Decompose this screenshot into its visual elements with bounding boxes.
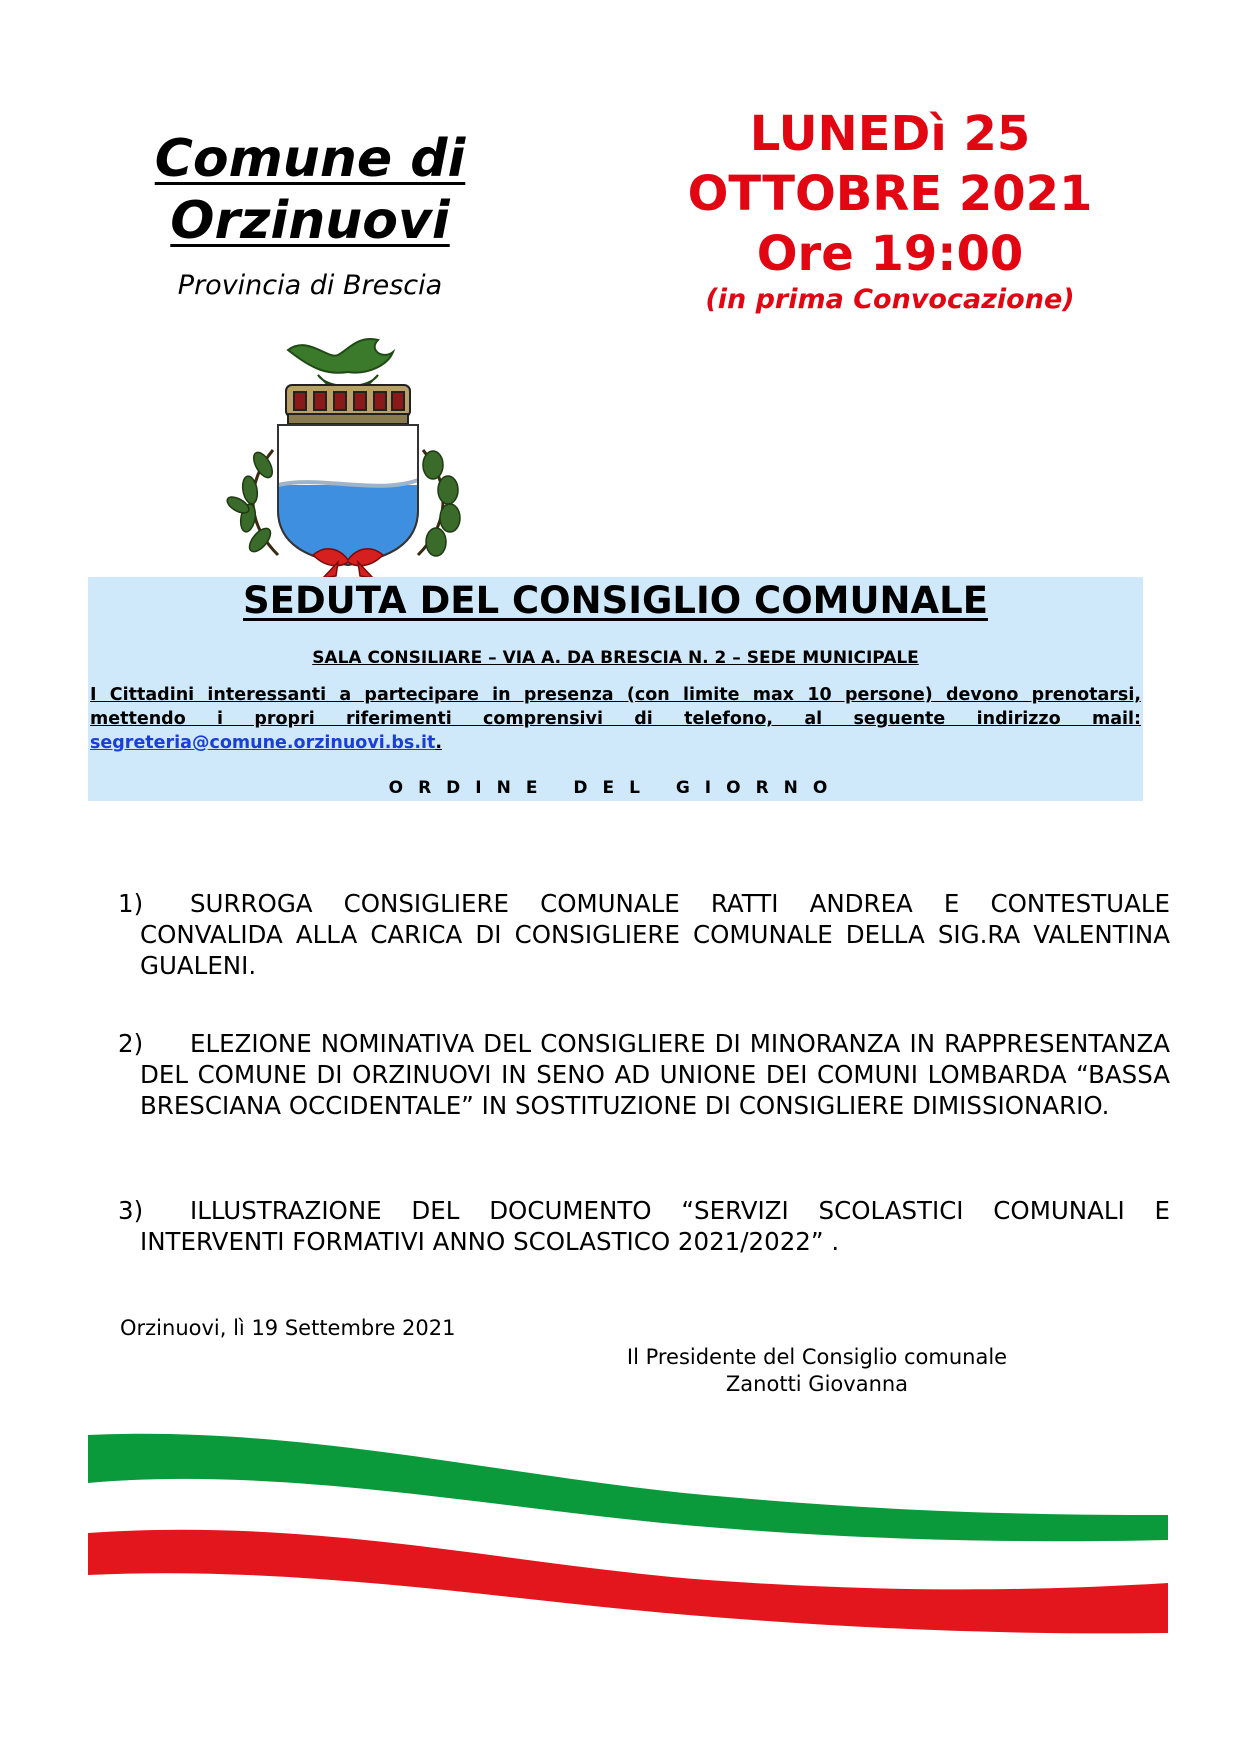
booking-text: I Cittadini interessanti a partecipare in presenza (con limite max 10 persone) devono prenotarsi, mettendo i propri riferimenti comprensivi di telefono, al seguente indirizzo mail: <box>90 685 1141 729</box>
place-date: Orzinuovi, lì 19 Settembre 2021 <box>120 1316 456 1340</box>
agenda-item <box>118 1028 1170 1121</box>
italian-flag-ribbon-icon <box>88 1425 1168 1635</box>
date-day: LUNEDì 25 <box>749 106 1031 162</box>
agenda-item-number: 2) <box>118 1029 144 1058</box>
president-name: Zanotti Giovanna <box>725 1372 909 1396</box>
email-suffix: . <box>435 733 442 753</box>
date-month-year: OTTOBRE 2021 <box>687 166 1093 222</box>
convocazione-label: (in prima Convocazione) <box>705 284 1075 315</box>
seduta-title: SEDUTA DEL CONSIGLIO COMUNALE <box>243 579 988 622</box>
flag-green-band <box>88 1434 1168 1541</box>
provincia-label: Provincia di Brescia <box>177 270 443 301</box>
flag-red-band <box>88 1530 1168 1634</box>
booking-instructions <box>90 683 1141 755</box>
meeting-date-block <box>640 104 1140 284</box>
agenda-item-number: 3) <box>118 1196 144 1225</box>
agenda-item-number: 1) <box>118 889 144 918</box>
comune-title: Comune di Orzinuovi <box>154 129 466 251</box>
agenda-item <box>118 1195 1170 1257</box>
comune-crest-icon <box>218 330 478 578</box>
agenda-item-text: ELEZIONE NOMINATIVA DEL CONSIGLIERE DI MINORANZA IN RAPPRESENTANZA DEL COMUNE DI ORZINUOVI IN SENO AD UNIONE DEI COMUNI LOMBARDA “BASSA BRESCIANA OCCIDENTALE” IN SOSTITUZIONE DI CONSIGLIERE DIMISSIONARIO. <box>140 1029 1170 1120</box>
agenda-item <box>118 888 1170 981</box>
ordine-del-giorno-heading: ORDINE DEL GIORNO <box>388 778 843 798</box>
agenda-item-text: SURROGA CONSIGLIERE COMUNALE RATTI ANDREA E CONTESTUALE CONVALIDA ALLA CARICA DI CONSIGLIERE COMUNALE DELLA SIG.RA VALENTINA GUALENI. <box>140 889 1170 980</box>
meeting-time: Ore 19:00 <box>756 226 1024 282</box>
location-line: SALA CONSILIARE – VIA A. DA BRESCIA N. 2 – SEDE MUNICIPALE <box>312 648 919 668</box>
agenda-item-text: ILLUSTRAZIONE DEL DOCUMENTO “SERVIZI SCOLASTICI COMUNALI E INTERVENTI FORMATIVI ANNO SCOLASTICO 2021/2022” . <box>140 1196 1170 1256</box>
president-role: Il Presidente del Consiglio comunale <box>626 1345 1008 1369</box>
email-link[interactable]: segreteria@comune.orzinuovi.bs.it <box>90 733 436 753</box>
